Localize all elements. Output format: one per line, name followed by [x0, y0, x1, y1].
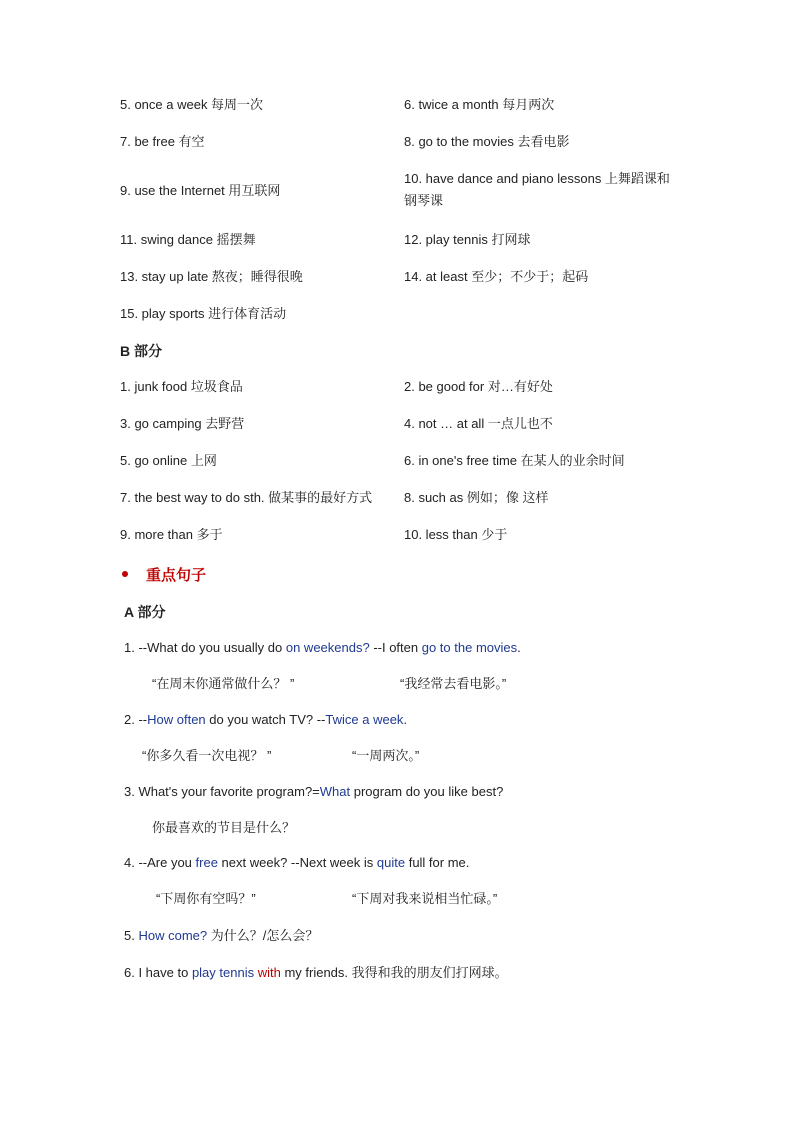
- sentence-1: [124, 637, 521, 659]
- phrase-a-12: 12. play tennis 打网球: [404, 232, 531, 247]
- sentence-2-period: .: [403, 712, 408, 727]
- phrase-b-2: 2. be good for 对…有好处: [404, 379, 553, 394]
- sentence-6: [124, 962, 508, 984]
- phrase-a-5: 5. once a week 每周一次: [120, 97, 264, 112]
- sentence-3-highlight: What: [319, 784, 351, 799]
- sentence-6-highlight-1: play tennis: [191, 965, 255, 980]
- sentence-5-suffix: 为什么？/怎么会？: [207, 928, 319, 943]
- sentence-1-cn-q: “在周末你通常做什么？ ”: [152, 676, 295, 691]
- sentence-2-cn-a: “一周两次。”: [352, 748, 420, 763]
- sentence-2-highlight-1: How often: [147, 712, 206, 727]
- sentence-1-highlight: on weekends?: [285, 640, 370, 655]
- sentence-4-highlight-2: quite: [376, 855, 406, 870]
- phrase-a-14: 14. at least 至少；不少于；起码: [404, 269, 589, 284]
- sentence-6-suffix: my friends. 我得和我的朋友们打网球。: [280, 965, 508, 980]
- sentence-1-cn-a: “我经常去看电影。”: [400, 676, 507, 691]
- phrase-b-4: 4. not … at all 一点儿也不: [404, 416, 553, 431]
- sentence-6-highlight-2: with: [257, 965, 281, 980]
- sentence-5-highlight: How come?: [138, 928, 208, 943]
- phrase-b-7: 7. the best way to do sth. 做某事的最好方式: [120, 490, 373, 505]
- phrase-a-13: 13. stay up late 熬夜；睡得很晚: [120, 269, 303, 284]
- sentence-3-suffix: program do you like best?: [350, 784, 504, 799]
- phrase-a-15: 15. play sports 进行体育活动: [120, 306, 287, 321]
- sentence-4-middle: next week? --Next week is: [217, 855, 377, 870]
- phrase-b-9: 9. more than 多于: [120, 527, 223, 542]
- part-b-heading: B 部分: [120, 343, 162, 359]
- phrase-a-9: 9. use the Internet 用互联网: [120, 183, 281, 198]
- part-a-heading: A 部分: [124, 604, 166, 620]
- sentence-6-prefix: 6. I have to: [124, 965, 192, 980]
- phrase-a-7: 7. be free 有空: [120, 134, 205, 149]
- sentence-1-answer-highlight: go to the movies: [421, 640, 518, 655]
- sentence-4: [124, 852, 469, 874]
- sentence-2-highlight-2: Twice a week: [325, 712, 404, 727]
- phrase-a-10: 10. have dance and piano lessons 上舞蹈课和钢琴课: [404, 171, 670, 208]
- phrase-b-5: 5. go online 上网: [120, 453, 217, 468]
- phrase-b-10: 10. less than 少于: [404, 527, 508, 542]
- sentence-4-highlight-1: free: [195, 855, 218, 870]
- sentence-1-answer: --I often: [369, 640, 422, 655]
- sentence-1-question: 1. --What do you usually do: [124, 640, 286, 655]
- sentence-4-cn-q: “下周你有空吗？”: [156, 891, 256, 906]
- sentence-4-prefix: 4. --Are you: [124, 855, 196, 870]
- phrase-a-11: 11. swing dance 摇摆舞: [120, 232, 256, 247]
- sentence-2-cn-q: “你多久看一次电视？ ”: [142, 748, 272, 763]
- sentence-2-middle: do you watch TV? --: [205, 712, 326, 727]
- sentence-4-cn-a: “下周对我来说相当忙碌。”: [352, 891, 498, 906]
- sentence-1-period: .: [517, 640, 521, 655]
- phrase-a-6: 6. twice a month 每月两次: [404, 97, 555, 112]
- section-title: 重点句子: [146, 567, 207, 584]
- section-bullet-icon: [122, 571, 128, 577]
- phrase-b-6: 6. in one's free time 在某人的业余时间: [404, 453, 625, 468]
- phrase-b-1: 1. junk food 垃圾食品: [120, 379, 243, 394]
- sentence-4-suffix: full for me.: [405, 855, 470, 870]
- sentence-3-cn: 你最喜欢的节目是什么？: [152, 820, 296, 835]
- sentence-3-prefix: 3. What's your favorite program?=: [124, 784, 320, 799]
- phrase-b-3: 3. go camping 去野营: [120, 416, 245, 431]
- sentence-5: [124, 925, 318, 947]
- sentence-2-prefix: 2. --: [124, 712, 148, 727]
- sentence-3: [124, 781, 503, 803]
- phrase-b-8: 8. such as 例如；像 这样: [404, 490, 549, 505]
- sentence-2: [124, 709, 407, 731]
- phrase-a-8: 8. go to the movies 去看电影: [404, 134, 570, 149]
- sentence-5-prefix: 5.: [124, 928, 139, 943]
